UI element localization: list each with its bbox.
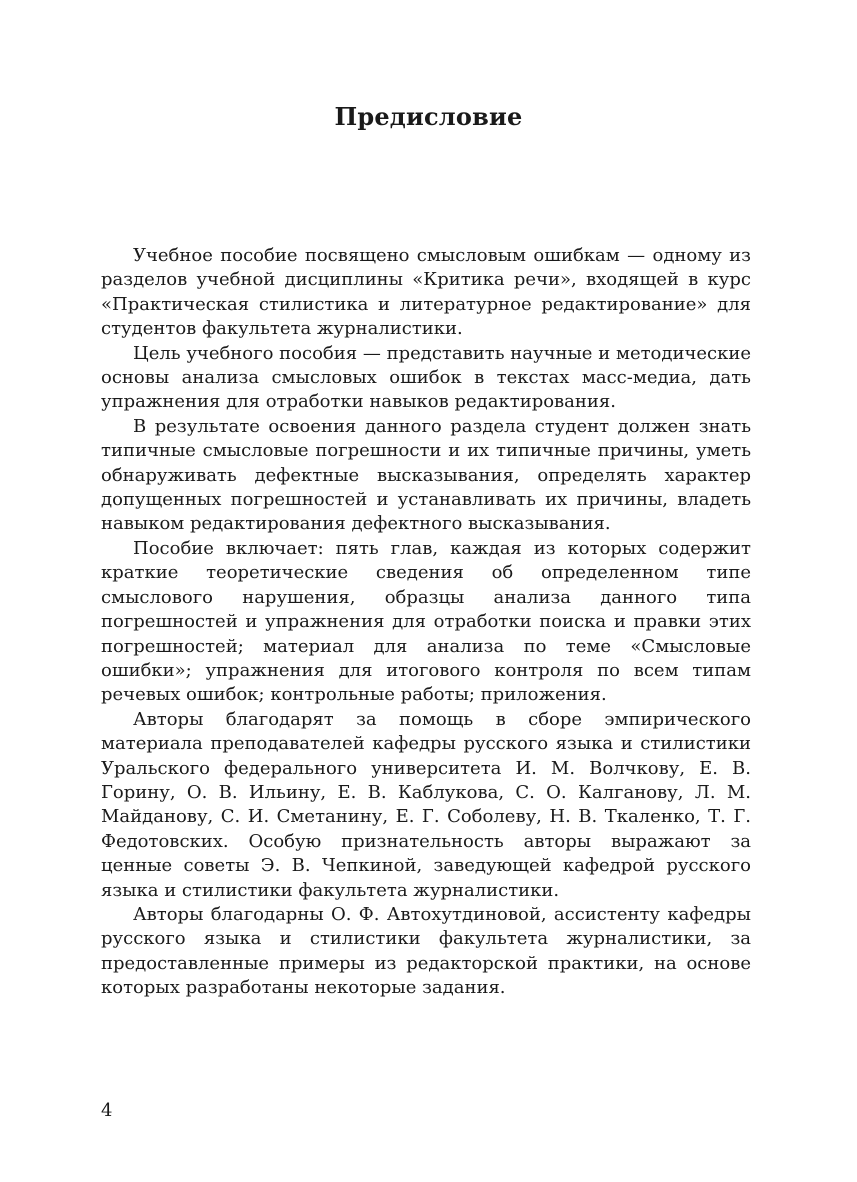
paragraph-goal: Цель учебного пособия — представить научные и методические основы анализа смысловых ошибок в текстах масс-медиа, дать упражнения для отработки навыков редактирования. [101, 342, 751, 413]
body-text [101, 244, 751, 1001]
paragraph-acknowledgements-assistant: Авторы благодарны О. Ф. Автохутдиновой, ассистенту кафедры русского языка и стилистики факультета журналистики, за предоставленные примеры из редакторской практики, на основе которых разработаны некоторые задания. [101, 903, 751, 999]
paragraph-outcomes: В результате освоения данного раздела студент должен знать типичные смысловые погрешности и их типичные причины, уметь обнаруживать дефектные высказывания, определять характер допущенных погрешностей и устанавливать их причины, владеть навыком редактирования дефектного высказывания. [101, 415, 751, 535]
paragraph-contents: Пособие включает: пять глав, каждая из которых содержит краткие теоретические сведения об определенном типе смыслового нарушения, образцы анализа данного типа погрешностей и упражнения для отработки поиска и правки этих погрешностей; материал для анализа по теме «Смысловые ошибки»; упражнения для итогового контроля по всем типам речевых ошибок; контрольные работы; приложения. [101, 537, 751, 706]
page-title: Предисловие [334, 102, 523, 132]
paragraph-acknowledgements: Авторы благодарят за помощь в сборе эмпирического материала преподавателей кафедры русского языка и стилистики Уральского федерального университета И. М. Волчкову, Е. В. Горину, О. В. Ильину, Е. В. Каблукова, С. О. Калганову, Л. М. Майданову, С. И. Сметанину, Е. Г. Соболеву, Н. В. Ткаленко, Т. Г. Федотовских. Особую признательность авторы выражают за ценные советы Э. В. Чепкиной, заведующей кафедрой русского языка и стилистики факультета журналистики. [101, 708, 751, 901]
page-number: 4 [101, 1100, 113, 1121]
paragraph-purpose: Учебное пособие посвящено смысловым ошибкам — одному из разделов учебной дисциплины «Критика речи», входящей в курс «Практическая стилистика и литературное редактирование» для студентов факультета журналистики. [101, 245, 751, 340]
